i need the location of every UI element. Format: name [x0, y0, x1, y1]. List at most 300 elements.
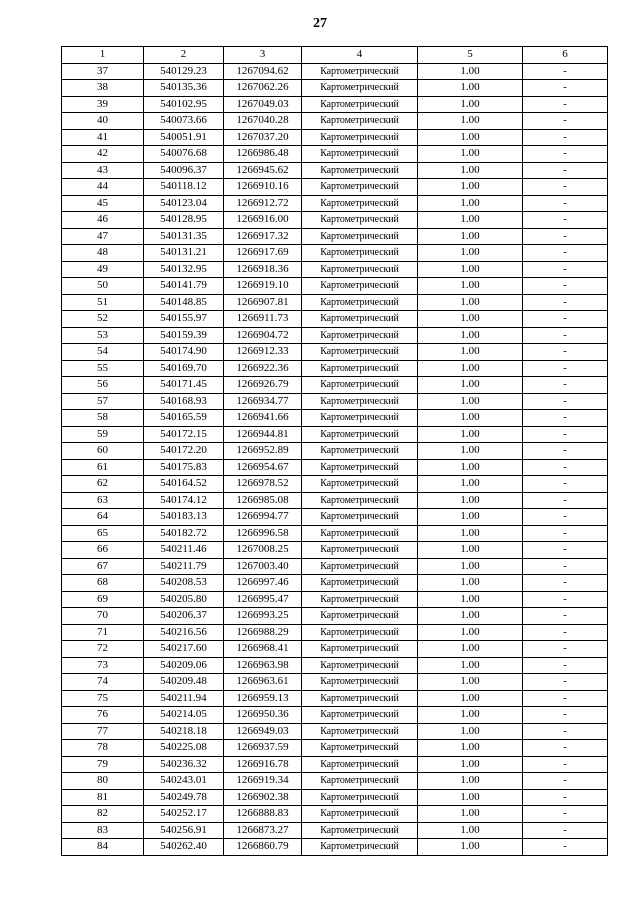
cell-accuracy: 1.00 [418, 591, 523, 608]
cell-point-number: 42 [62, 146, 144, 163]
cell-note: - [523, 773, 608, 790]
table-row [62, 773, 608, 790]
cell-y-coordinate: 1266963.61 [224, 674, 302, 691]
cell-point-number: 77 [62, 723, 144, 740]
table-row [62, 146, 608, 163]
cell-x-coordinate: 540165.59 [144, 410, 224, 427]
cell-note: - [523, 575, 608, 592]
cell-point-number: 74 [62, 674, 144, 691]
cell-y-coordinate: 1266985.08 [224, 492, 302, 509]
table-row [62, 294, 608, 311]
cell-method: Картометрический [302, 839, 418, 856]
cell-x-coordinate: 540183.13 [144, 509, 224, 526]
cell-accuracy: 1.00 [418, 443, 523, 460]
column-header-x-coordinate: 2 [144, 47, 224, 64]
cell-note: - [523, 591, 608, 608]
cell-accuracy: 1.00 [418, 129, 523, 146]
cell-point-number: 53 [62, 327, 144, 344]
cell-x-coordinate: 540155.97 [144, 311, 224, 328]
cell-y-coordinate: 1266950.36 [224, 707, 302, 724]
cell-note: - [523, 344, 608, 361]
cell-y-coordinate: 1267040.28 [224, 113, 302, 130]
column-header-point-number: 1 [62, 47, 144, 64]
cell-accuracy: 1.00 [418, 657, 523, 674]
cell-x-coordinate: 540159.39 [144, 327, 224, 344]
cell-accuracy: 1.00 [418, 839, 523, 856]
cell-accuracy: 1.00 [418, 80, 523, 97]
cell-accuracy: 1.00 [418, 740, 523, 757]
cell-x-coordinate: 540172.20 [144, 443, 224, 460]
table-body [62, 63, 608, 855]
cell-x-coordinate: 540211.46 [144, 542, 224, 559]
cell-note: - [523, 179, 608, 196]
cell-y-coordinate: 1266954.67 [224, 459, 302, 476]
cell-point-number: 68 [62, 575, 144, 592]
cell-note: - [523, 278, 608, 295]
cell-accuracy: 1.00 [418, 789, 523, 806]
table-row [62, 261, 608, 278]
cell-point-number: 63 [62, 492, 144, 509]
cell-accuracy: 1.00 [418, 245, 523, 262]
cell-method: Картометрический [302, 195, 418, 212]
table-row [62, 707, 608, 724]
cell-method: Картометрический [302, 542, 418, 559]
table-row [62, 63, 608, 80]
cell-point-number: 79 [62, 756, 144, 773]
table-row [62, 839, 608, 856]
cell-y-coordinate: 1266934.77 [224, 393, 302, 410]
cell-accuracy: 1.00 [418, 146, 523, 163]
cell-note: - [523, 558, 608, 575]
cell-accuracy: 1.00 [418, 542, 523, 559]
cell-x-coordinate: 540129.23 [144, 63, 224, 80]
cell-note: - [523, 723, 608, 740]
cell-x-coordinate: 540174.12 [144, 492, 224, 509]
cell-y-coordinate: 1266917.69 [224, 245, 302, 262]
cell-x-coordinate: 540211.79 [144, 558, 224, 575]
cell-point-number: 76 [62, 707, 144, 724]
table-row [62, 789, 608, 806]
cell-note: - [523, 410, 608, 427]
cell-method: Картометрический [302, 377, 418, 394]
table-row [62, 674, 608, 691]
cell-note: - [523, 707, 608, 724]
cell-method: Картометрический [302, 690, 418, 707]
cell-point-number: 54 [62, 344, 144, 361]
cell-x-coordinate: 540214.05 [144, 707, 224, 724]
cell-accuracy: 1.00 [418, 509, 523, 526]
cell-y-coordinate: 1266910.16 [224, 179, 302, 196]
cell-y-coordinate: 1266986.48 [224, 146, 302, 163]
cell-x-coordinate: 540217.60 [144, 641, 224, 658]
cell-accuracy: 1.00 [418, 756, 523, 773]
cell-note: - [523, 294, 608, 311]
cell-y-coordinate: 1266919.10 [224, 278, 302, 295]
cell-accuracy: 1.00 [418, 360, 523, 377]
cell-accuracy: 1.00 [418, 575, 523, 592]
cell-y-coordinate: 1266860.79 [224, 839, 302, 856]
cell-y-coordinate: 1266959.13 [224, 690, 302, 707]
cell-method: Картометрический [302, 80, 418, 97]
cell-y-coordinate: 1266904.72 [224, 327, 302, 344]
cell-x-coordinate: 540208.53 [144, 575, 224, 592]
cell-method: Картометрический [302, 360, 418, 377]
cell-method: Картометрический [302, 575, 418, 592]
cell-accuracy: 1.00 [418, 261, 523, 278]
cell-accuracy: 1.00 [418, 344, 523, 361]
cell-x-coordinate: 540209.48 [144, 674, 224, 691]
cell-note: - [523, 806, 608, 823]
cell-point-number: 73 [62, 657, 144, 674]
cell-accuracy: 1.00 [418, 327, 523, 344]
cell-method: Картометрический [302, 179, 418, 196]
cell-note: - [523, 624, 608, 641]
cell-method: Картометрический [302, 476, 418, 493]
cell-method: Картометрический [302, 129, 418, 146]
cell-y-coordinate: 1266963.98 [224, 657, 302, 674]
page-number: 27 [313, 16, 327, 31]
table-row [62, 162, 608, 179]
table-row [62, 657, 608, 674]
cell-note: - [523, 162, 608, 179]
cell-method: Картометрический [302, 278, 418, 295]
cell-method: Картометрический [302, 509, 418, 526]
cell-method: Картометрический [302, 641, 418, 658]
cell-point-number: 56 [62, 377, 144, 394]
cell-x-coordinate: 540169.70 [144, 360, 224, 377]
cell-y-coordinate: 1267003.40 [224, 558, 302, 575]
cell-method: Картометрический [302, 327, 418, 344]
table-row [62, 245, 608, 262]
cell-accuracy: 1.00 [418, 426, 523, 443]
cell-note: - [523, 261, 608, 278]
cell-method: Картометрический [302, 674, 418, 691]
cell-point-number: 45 [62, 195, 144, 212]
cell-method: Картометрический [302, 608, 418, 625]
cell-point-number: 65 [62, 525, 144, 542]
cell-method: Картометрический [302, 393, 418, 410]
cell-method: Картометрический [302, 63, 418, 80]
cell-point-number: 75 [62, 690, 144, 707]
cell-x-coordinate: 540182.72 [144, 525, 224, 542]
cell-method: Картометрический [302, 459, 418, 476]
cell-point-number: 43 [62, 162, 144, 179]
cell-note: - [523, 690, 608, 707]
table-row [62, 525, 608, 542]
table-row [62, 641, 608, 658]
cell-method: Картометрический [302, 96, 418, 113]
cell-accuracy: 1.00 [418, 294, 523, 311]
cell-point-number: 51 [62, 294, 144, 311]
cell-x-coordinate: 540243.01 [144, 773, 224, 790]
cell-x-coordinate: 540135.36 [144, 80, 224, 97]
table-row [62, 327, 608, 344]
cell-x-coordinate: 540118.12 [144, 179, 224, 196]
cell-accuracy: 1.00 [418, 228, 523, 245]
cell-note: - [523, 789, 608, 806]
cell-x-coordinate: 540141.79 [144, 278, 224, 295]
cell-method: Картометрический [302, 443, 418, 460]
cell-method: Картометрический [302, 773, 418, 790]
table-row [62, 608, 608, 625]
cell-method: Картометрический [302, 624, 418, 641]
cell-x-coordinate: 540051.91 [144, 129, 224, 146]
cell-accuracy: 1.00 [418, 195, 523, 212]
cell-accuracy: 1.00 [418, 773, 523, 790]
cell-point-number: 60 [62, 443, 144, 460]
cell-point-number: 81 [62, 789, 144, 806]
table-row [62, 311, 608, 328]
cell-x-coordinate: 540073.66 [144, 113, 224, 130]
cell-y-coordinate: 1267049.03 [224, 96, 302, 113]
table-row [62, 360, 608, 377]
cell-x-coordinate: 540076.68 [144, 146, 224, 163]
cell-accuracy: 1.00 [418, 674, 523, 691]
cell-y-coordinate: 1266941.66 [224, 410, 302, 427]
cell-point-number: 67 [62, 558, 144, 575]
cell-x-coordinate: 540128.95 [144, 212, 224, 229]
cell-accuracy: 1.00 [418, 278, 523, 295]
cell-point-number: 49 [62, 261, 144, 278]
cell-y-coordinate: 1266952.89 [224, 443, 302, 460]
table-row [62, 723, 608, 740]
table-row [62, 195, 608, 212]
table-row [62, 806, 608, 823]
cell-y-coordinate: 1266912.33 [224, 344, 302, 361]
cell-accuracy: 1.00 [418, 707, 523, 724]
cell-point-number: 64 [62, 509, 144, 526]
cell-method: Картометрический [302, 723, 418, 740]
table-row [62, 129, 608, 146]
column-header-note: 6 [523, 47, 608, 64]
cell-note: - [523, 476, 608, 493]
cell-accuracy: 1.00 [418, 393, 523, 410]
cell-y-coordinate: 1266978.52 [224, 476, 302, 493]
cell-note: - [523, 641, 608, 658]
cell-note: - [523, 146, 608, 163]
cell-method: Картометрический [302, 294, 418, 311]
table-row [62, 558, 608, 575]
cell-y-coordinate: 1266919.34 [224, 773, 302, 790]
cell-accuracy: 1.00 [418, 822, 523, 839]
cell-y-coordinate: 1266996.58 [224, 525, 302, 542]
table-row [62, 822, 608, 839]
cell-note: - [523, 129, 608, 146]
cell-x-coordinate: 540164.52 [144, 476, 224, 493]
cell-y-coordinate: 1266944.81 [224, 426, 302, 443]
cell-x-coordinate: 540218.18 [144, 723, 224, 740]
cell-point-number: 39 [62, 96, 144, 113]
table-row [62, 476, 608, 493]
cell-accuracy: 1.00 [418, 806, 523, 823]
cell-point-number: 61 [62, 459, 144, 476]
table-row [62, 443, 608, 460]
cell-method: Картометрический [302, 657, 418, 674]
cell-accuracy: 1.00 [418, 113, 523, 130]
header-row [62, 47, 608, 64]
cell-note: - [523, 96, 608, 113]
cell-x-coordinate: 540168.93 [144, 393, 224, 410]
table-row [62, 591, 608, 608]
cell-method: Картометрический [302, 525, 418, 542]
column-header-accuracy: 5 [418, 47, 523, 64]
table-row [62, 624, 608, 641]
cell-y-coordinate: 1266988.29 [224, 624, 302, 641]
cell-y-coordinate: 1266994.77 [224, 509, 302, 526]
cell-note: - [523, 509, 608, 526]
cell-note: - [523, 195, 608, 212]
table-row [62, 344, 608, 361]
cell-point-number: 40 [62, 113, 144, 130]
cell-note: - [523, 327, 608, 344]
cell-point-number: 37 [62, 63, 144, 80]
cell-point-number: 72 [62, 641, 144, 658]
cell-x-coordinate: 540131.35 [144, 228, 224, 245]
cell-point-number: 70 [62, 608, 144, 625]
cell-x-coordinate: 540123.04 [144, 195, 224, 212]
cell-y-coordinate: 1266916.00 [224, 212, 302, 229]
cell-x-coordinate: 540131.21 [144, 245, 224, 262]
cell-x-coordinate: 540132.95 [144, 261, 224, 278]
cell-y-coordinate: 1267094.62 [224, 63, 302, 80]
cell-y-coordinate: 1267037.20 [224, 129, 302, 146]
cell-y-coordinate: 1266926.79 [224, 377, 302, 394]
cell-point-number: 84 [62, 839, 144, 856]
cell-method: Картометрический [302, 344, 418, 361]
table-row [62, 393, 608, 410]
cell-accuracy: 1.00 [418, 690, 523, 707]
table-row [62, 179, 608, 196]
table-row [62, 212, 608, 229]
cell-method: Картометрический [302, 426, 418, 443]
cell-note: - [523, 839, 608, 856]
cell-accuracy: 1.00 [418, 212, 523, 229]
cell-x-coordinate: 540249.78 [144, 789, 224, 806]
cell-accuracy: 1.00 [418, 311, 523, 328]
cell-x-coordinate: 540252.17 [144, 806, 224, 823]
cell-note: - [523, 377, 608, 394]
table-row [62, 113, 608, 130]
cell-x-coordinate: 540175.83 [144, 459, 224, 476]
cell-x-coordinate: 540225.08 [144, 740, 224, 757]
table-row [62, 740, 608, 757]
table-row [62, 228, 608, 245]
cell-method: Картометрический [302, 212, 418, 229]
cell-point-number: 44 [62, 179, 144, 196]
cell-x-coordinate: 540102.95 [144, 96, 224, 113]
cell-method: Картометрический [302, 707, 418, 724]
cell-method: Картометрический [302, 113, 418, 130]
cell-point-number: 55 [62, 360, 144, 377]
table-row [62, 459, 608, 476]
table-row [62, 690, 608, 707]
cell-x-coordinate: 540205.80 [144, 591, 224, 608]
cell-y-coordinate: 1266918.36 [224, 261, 302, 278]
cell-point-number: 50 [62, 278, 144, 295]
cell-method: Картометрический [302, 261, 418, 278]
cell-accuracy: 1.00 [418, 641, 523, 658]
cell-accuracy: 1.00 [418, 525, 523, 542]
cell-method: Картометрический [302, 740, 418, 757]
table-row [62, 509, 608, 526]
cell-note: - [523, 426, 608, 443]
cell-y-coordinate: 1266902.38 [224, 789, 302, 806]
cell-note: - [523, 492, 608, 509]
cell-note: - [523, 80, 608, 97]
cell-y-coordinate: 1266945.62 [224, 162, 302, 179]
table-row [62, 575, 608, 592]
cell-y-coordinate: 1266937.59 [224, 740, 302, 757]
cell-y-coordinate: 1266911.73 [224, 311, 302, 328]
cell-point-number: 59 [62, 426, 144, 443]
cell-point-number: 41 [62, 129, 144, 146]
cell-note: - [523, 525, 608, 542]
cell-note: - [523, 740, 608, 757]
cell-accuracy: 1.00 [418, 624, 523, 641]
cell-accuracy: 1.00 [418, 63, 523, 80]
coordinates-table [61, 46, 608, 856]
cell-point-number: 57 [62, 393, 144, 410]
cell-accuracy: 1.00 [418, 459, 523, 476]
cell-method: Картометрический [302, 756, 418, 773]
table-row [62, 426, 608, 443]
cell-x-coordinate: 540256.91 [144, 822, 224, 839]
cell-note: - [523, 443, 608, 460]
cell-point-number: 82 [62, 806, 144, 823]
cell-accuracy: 1.00 [418, 410, 523, 427]
cell-note: - [523, 822, 608, 839]
cell-point-number: 80 [62, 773, 144, 790]
cell-note: - [523, 113, 608, 130]
cell-note: - [523, 311, 608, 328]
cell-y-coordinate: 1266949.03 [224, 723, 302, 740]
cell-note: - [523, 245, 608, 262]
cell-y-coordinate: 1266916.78 [224, 756, 302, 773]
cell-accuracy: 1.00 [418, 162, 523, 179]
cell-y-coordinate: 1266995.47 [224, 591, 302, 608]
cell-x-coordinate: 540262.40 [144, 839, 224, 856]
table-row [62, 80, 608, 97]
table-row [62, 542, 608, 559]
cell-y-coordinate: 1266922.36 [224, 360, 302, 377]
cell-point-number: 78 [62, 740, 144, 757]
cell-note: - [523, 393, 608, 410]
cell-point-number: 52 [62, 311, 144, 328]
cell-point-number: 69 [62, 591, 144, 608]
cell-x-coordinate: 540211.94 [144, 690, 224, 707]
cell-method: Картометрический [302, 146, 418, 163]
cell-point-number: 46 [62, 212, 144, 229]
table-row [62, 96, 608, 113]
column-header-y-coordinate: 3 [224, 47, 302, 64]
cell-x-coordinate: 540171.45 [144, 377, 224, 394]
cell-y-coordinate: 1267062.26 [224, 80, 302, 97]
cell-accuracy: 1.00 [418, 377, 523, 394]
cell-accuracy: 1.00 [418, 96, 523, 113]
cell-point-number: 48 [62, 245, 144, 262]
table-row [62, 756, 608, 773]
cell-x-coordinate: 540236.32 [144, 756, 224, 773]
cell-note: - [523, 360, 608, 377]
table-header [62, 47, 608, 64]
cell-method: Картометрический [302, 311, 418, 328]
cell-point-number: 47 [62, 228, 144, 245]
cell-x-coordinate: 540216.56 [144, 624, 224, 641]
cell-method: Картометрический [302, 789, 418, 806]
cell-y-coordinate: 1266993.25 [224, 608, 302, 625]
cell-method: Картометрический [302, 492, 418, 509]
cell-method: Картометрический [302, 228, 418, 245]
